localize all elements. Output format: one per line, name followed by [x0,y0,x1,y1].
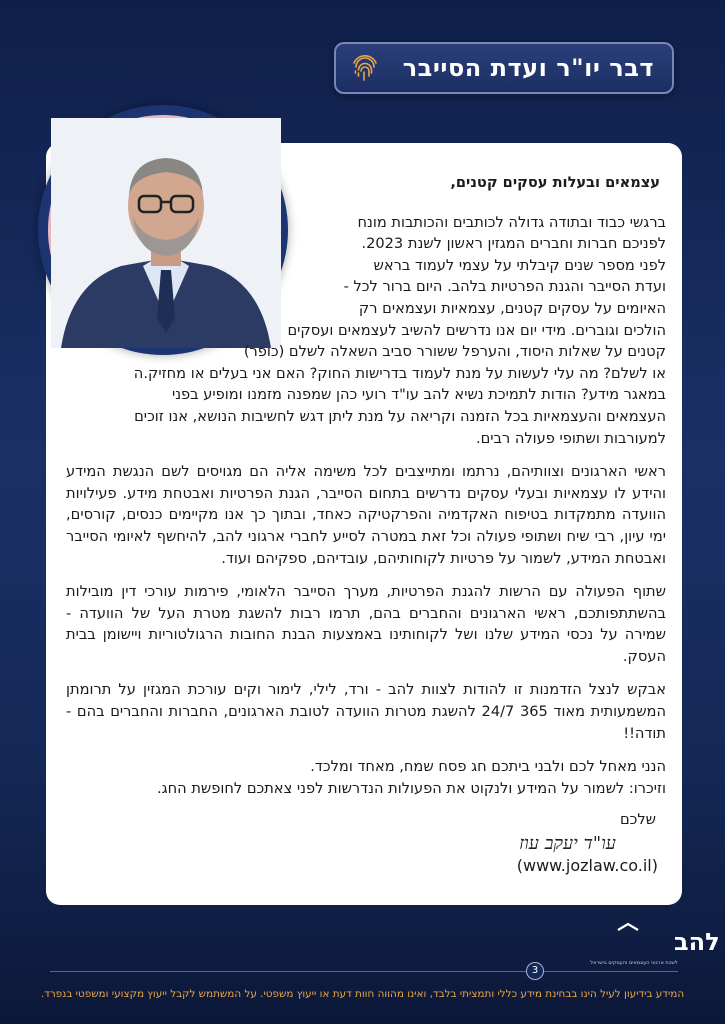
intro-line: העצמאים והעצמאיות בכל הזמנה וקריאה על מנת ליתן דגש לחשיבות הנושא, אנו זוכים [134,407,666,425]
paragraph-organizations: ראשי הארגונים וצוותיהם, נרתמו ומתייצבים לכל משימה אליה הם מגויסים לשם הנגשת המידע והידע לו עצמאיות ובעלי עסקים נדרשים בתחום הסייבר, הגנת הפרטיות ואבטחת מידע. פעילויות הוועדה מתמקדות בטיפוח האקדמיה והפרקטיקה כאחד, ובתוך כך אנו מקיימים כנסים, קורסים, ימי עיון, רבי שיח ושתופי פעולה וכל זאת במטרה לסייע לחברי ארגוני להב, להיחשף לאיומי הסייבר ואבטחת המידע, לשמור על פרטיות לקוחותיהם, עובדיהם, ספקיהם ועוד. [66,463,666,567]
intro-line: לפניכם חברות וחברים המגזין ראשון לשנת 2023. [361,235,666,253]
holiday-line: הנני מאחל לכם ולבני ביתכם חג פסח שמח, מאחד ומלכד. [310,758,666,776]
logo-subtitle: לשכת ארגוני העצמאים והעסקים בישראל [590,960,678,966]
paragraph-intro [66,212,666,450]
lahav-logo [596,924,720,958]
logo-text: להב [674,928,720,956]
page-header [334,42,674,94]
footer-divider [50,971,678,972]
intro-line: ועדת הסייבר והגנת הפרטיות בלהב. היום ברור לכל - [343,278,666,296]
intro-line: לפני מספר שנים קיבלתי על עצמי לעמוד בראש [373,256,666,274]
intro-line: האיומים על עסקים קטנים, עצמאיות ועצמאים רק [358,299,666,317]
paragraph-cooperation: שתוף הפעולה עם הרשות להגנת הפרטיות, מערך הסייבר הלאומי, פירמות עורכי דין מובילות בהשתתפותכם, ראשי הארגונים והחברים בהם, תרמו רבות להשגת מטרת העל של הוועדה - שמירה על נכסי המידע שלנו ושל לקוחותינו באמצעות הבנת החובות הרגולטוריות ויישומן בבית העסק. [66,583,666,665]
website-link[interactable]: (www.jozlaw.co.il) [516,855,658,875]
holiday-line: וזיכרו: לשמור על המידע ולנקוט את הפעולות הנדרשות לפני צאתכם לחופשת החג. [156,779,666,797]
intro-line: למעורבות ושתופי פעולה רבים. [475,429,666,447]
page-title: דבר יו"ר ועדת הסייבר [402,54,654,82]
fingerprint-icon [350,55,380,85]
paragraph-holiday [66,756,666,799]
paragraph-thanks: אבקש לנצל הזדמנות זו להודות לצוות להב - ורד, לילי, לימור וקים עורכת המגזין על תרומתן המשמעותית מאוד 365 24/7 להשגת מטרות הוועדה לטובת הארגונים, החברות והחברים בהם - תודה!! [66,681,666,742]
disclaimer: המידע בידיעון לעיל הינו בבחינת מידע כללי ותמציתי בלבד, ואינו מהווה חוות דעת או ייעוץ משפטי. על המשתמש לקבל ייעוץ מקצועי ומשפטי בנפרד. [40,988,685,1000]
intro-line: או לשלם? מה עלי לעשות על מנת לעמוד בדרישות החוק? האם אני בעלים או מחזיק.ה [133,364,666,382]
page-number: 3 [526,962,544,980]
letter-body [66,172,666,876]
intro-line: קטנים על שאלות היסוד, והערפל ששורר סביב השאלה לשלם (כופר) [243,343,666,361]
signature: עו"ד יעקב עוז [519,833,616,855]
salutation: עצמאים ובעלות עסקים קטנים, [450,174,660,191]
closing: שלכם [619,811,656,829]
intro-line: ברגשי כבוד ובתודה גדולה לכותבים והכותבות מונח [357,213,666,231]
intro-line: במאגר מידע? הודות לתמיכת נשיא להב עו"ד רועי כהן שמפנה מזמנו ומופיע בפני [171,386,666,404]
intro-line: הולכים וגוברים. מידי יום אנו נדרשים להשיב לעצמאים ועסקים [287,321,666,339]
